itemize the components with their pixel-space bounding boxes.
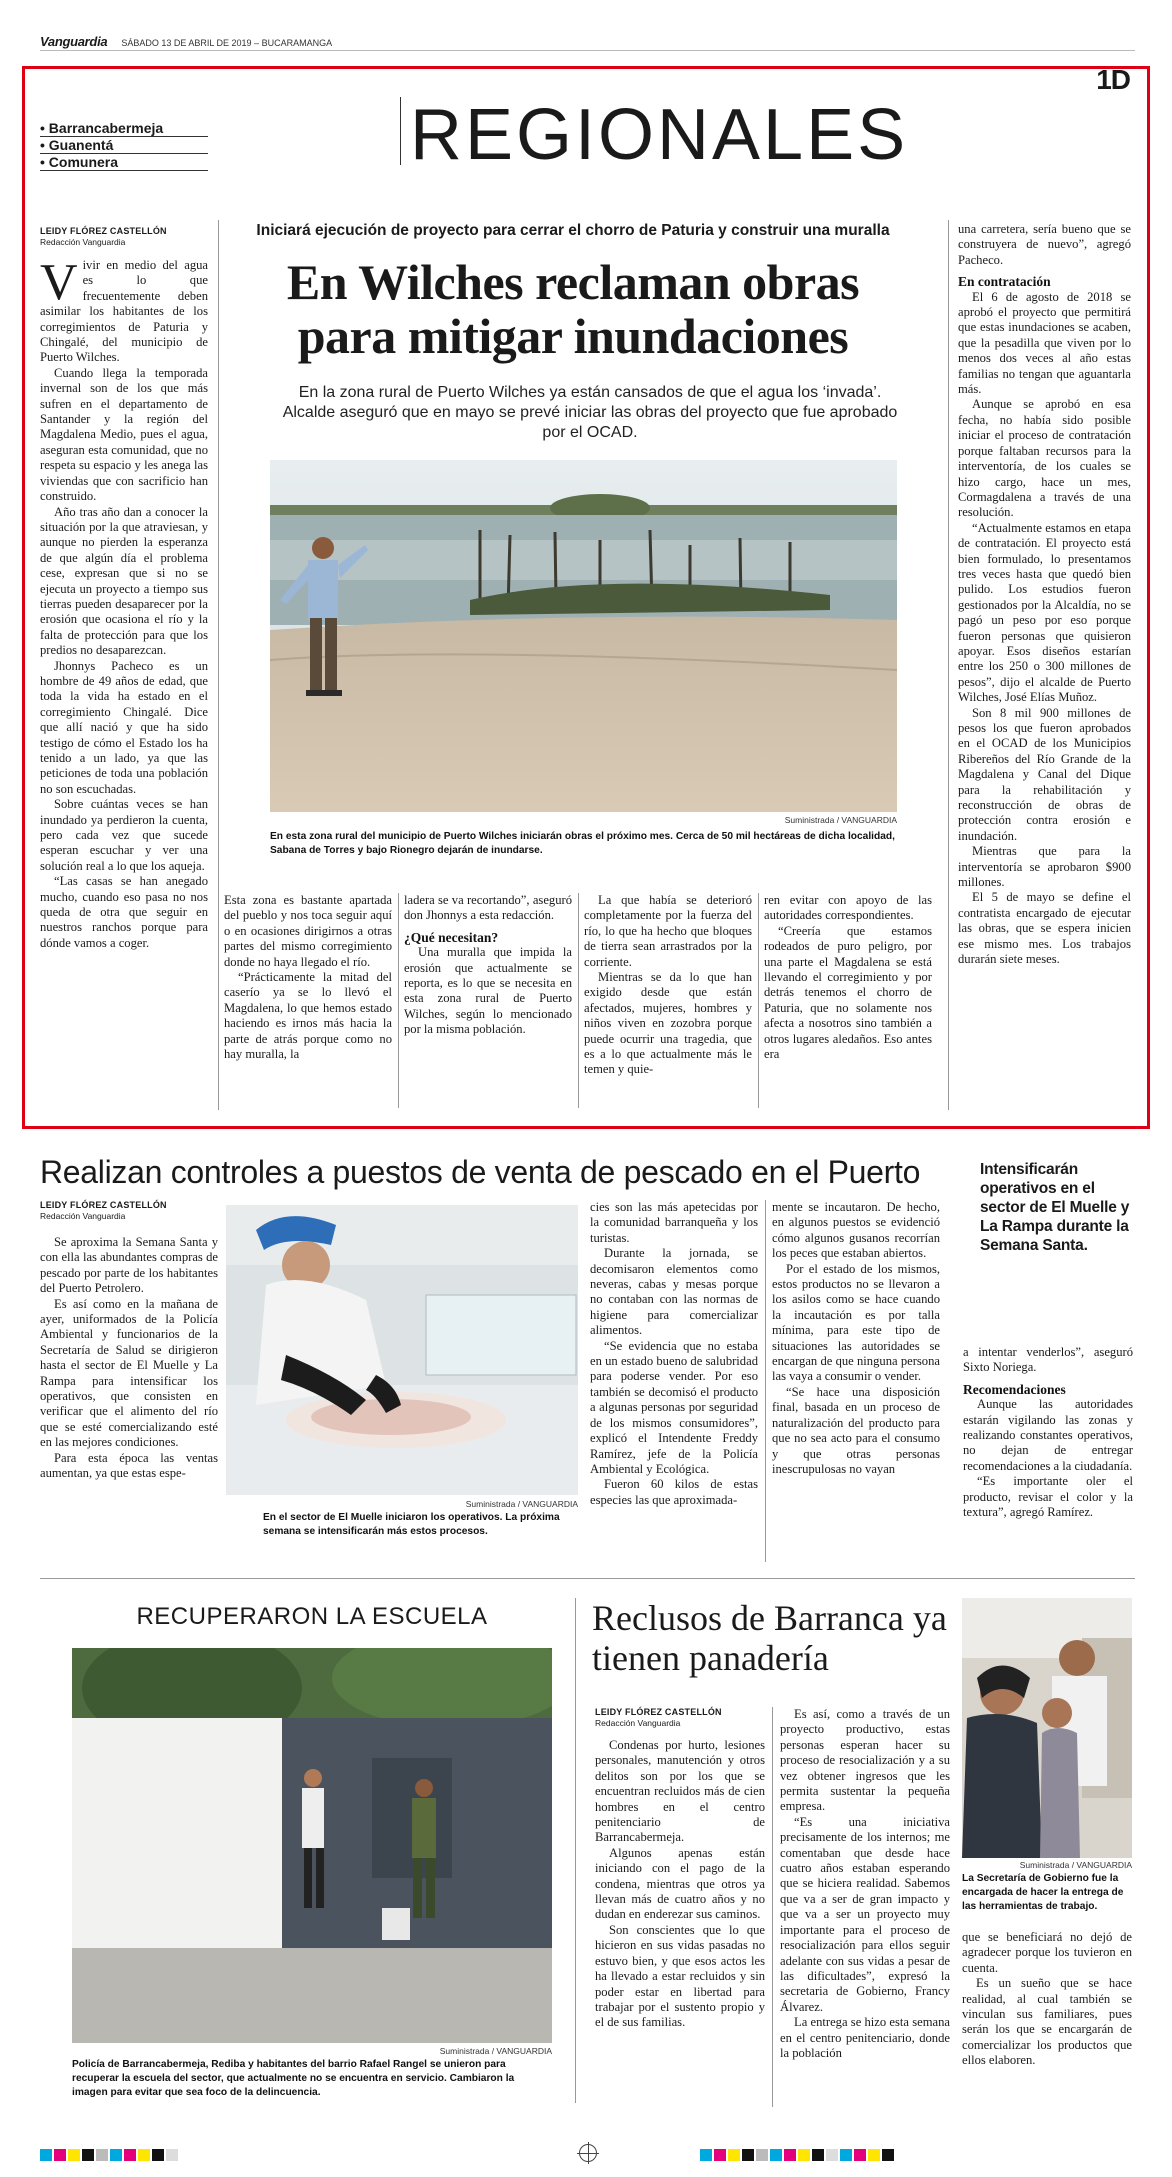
author-desk: Redacción Vanguardia	[40, 237, 126, 247]
article1-col2: Esta zona es bastante apartada del pueblo y nos toca seguir aquí o en ocasiones dirigirnos a otras partes del mismo corregimiento donde no haya llegado el río. “Prácticamente la mitad del caserío ya se lo llevó el Magdalena, lo que hemos estado haciendo es irnos más hacia la parte de atrás porque como no hay muralla, la	[224, 893, 392, 1062]
column-rule	[765, 1200, 766, 1562]
article1-photo	[270, 460, 897, 812]
article1-col6: una carretera, sería bueno que se construyera de nuevo”, agregó Pacheco. En contratación El 6 de agosto de 2018 se aprobó el proyecto que permitirá que estas inundaciones se acaben, que la pesadilla que viven por lo menos dos veces al año estas familias no tengan que aguantarla más. Aunque se aprobó en esa fecha, no había sido posible iniciar el proceso de contratación porque faltaban recursos para la interventoría, de los cuales se hizo cargo, hace un mes, Cormagdalena a través de una resolución. “Actualmente estamos en etapa de contratación. El proyecto está bien formulado, lo presentamos tres veces hasta que quedó bien pulido. Los estudios fueron gestionados por la Alcaldía, no se pagó un peso por eso porque fueron personas que quisieron apoyar. Esos diseños estarían entre los 250 o 300 millones de pesos”, dijo el alcalde de Puerto Wilches, José Elías Muñoz. Son 8 mil 900 millones de pesos los que fueron aprobados en el OCAD de los Municipios Ribereños del Río Grande de la Magdalena y Canal del Dique para la rehabilitación y reconstrucción de obras de protección contra erosión e inundación. Mientras que para la interventoría se aprobaron $900 millones. El 5 de mayo se define el contratista encargado de ejecutar las obras, que se espera inicien ese mismo mes. Los trabajos durarán siete meses.	[958, 222, 1131, 967]
column-rule	[575, 1598, 576, 2103]
article2-pullquote: Intensificarán operativos en el sector de El Muelle y La Rampa durante la Semana Santa.	[980, 1161, 1130, 1254]
author-name: LEIDY FLÓREZ CASTELLÓN	[595, 1707, 722, 1717]
article2-photo	[226, 1205, 578, 1495]
article1-kicker: Iniciará ejecución de proyecto para cerrar el chorro de Paturia y construir una muralla	[256, 222, 890, 239]
article1-byline	[40, 226, 220, 248]
article2-caption: En el sector de El Muelle iniciaron los operativos. La próxima semana se intensificarán más estos procesos.	[263, 1512, 560, 1537]
article1-headline: En Wilches reclaman obras para mitigar inundaciones	[286, 254, 860, 364]
dateline: SÁBADO 13 DE ABRIL DE 2019 – BUCARAMANGA	[121, 38, 333, 48]
brand-logo: Vanguardia	[40, 34, 108, 49]
photo-credit: Suministrada / VANGUARDIA	[465, 1499, 578, 1509]
subheading: En contratación	[958, 274, 1051, 290]
article2-col1: Se aproxima la Semana Santa y con ella las abundantes compras de pescado por parte de los habitantes del Puerto Petrolero. Es así como en la mañana de ayer, uniformados de la Policía Ambiental y funcionarios de la Secretaría de Salud se dirigieron hasta el sector de El Muelle y La Rampa para intensificar los operativos, que consisten en verificar que el alimento del río que se esté comercializando esté en las mejores condiciones. Para esta época las ventas aumentan, ya que estas espe-	[40, 1235, 218, 1481]
article1-col4: La que había se deterioró completamente por la fuerza del río, lo que ha hecho que bloques de tierra sean arrastrados por la corriente. Mientras se da lo que han exigido desde que están afectados, mujeres, hombres y niños viven en zozobra porque puede ocurrir una tragedia, que es a lo que actualmente más le temen y quie-	[584, 893, 752, 1077]
article2-headline: Realizan controles a puestos de venta de pescado en el Puerto	[40, 1154, 921, 1190]
author-name: LEIDY FLÓREZ CASTELLÓN	[40, 1200, 167, 1210]
town-item: • Barrancabermeja	[40, 120, 208, 137]
page-number: 1D	[1096, 64, 1130, 95]
fish-inspection-image	[226, 1205, 578, 1495]
article1-col5: ren evitar con apoyo de las autoridades correspondientes. “Creería que estamos rodeados de puro peligro, por una parte el Magdalena se está llevando el corregimiento y por detrás tenemos el chorro de Paturia, que no solamente nos afecta a nosotros sino también a otros lugares aledaños. Eso antes era	[764, 893, 932, 1062]
article1-deck: En la zona rural de Puerto Wilches ya están cansados de que el agua los ‘invada’. Alcalde aseguró que en mayo se prevé iniciar las obras del proyecto que fue aprobado por el OCAD.	[282, 384, 898, 441]
page-header	[40, 33, 1135, 51]
column-rule	[948, 220, 949, 1110]
section-rule	[40, 1578, 1135, 1579]
author-desk: Redacción Vanguardia	[40, 1211, 126, 1221]
town-item: • Comunera	[40, 154, 208, 171]
column-rule	[772, 1707, 773, 2107]
section-title: REGIONALES	[410, 95, 909, 175]
article4-photo	[962, 1598, 1132, 1858]
article1-col1: Vivir en medio del agua es lo que frecuentemente deben asimilar los habitantes de los corregimientos de Paturia y Chingalé, del municipio de Puerto Wilches. Cuando llega la temporada invernal son de los que más sufren en el departamento de Santander y la región del Magdalena Medio, pues el agua, aseguran esta comunidad, que no respeta su espacio y les anega las viviendas que con sacrificio han construido. Año tras año dan a conocer la situación por la que atraviesan, y aunque no pierden la esperanza de que algún día el problema cese, expresan que si no se ejecuta un proyecto a tiempo sus tierras pueden desaparecer por la erosión que ocasiona el río y la falta de protección para que los predios no desaparezcan. Jhonnys Pacheco es un hombre de 49 años de edad, que toda la vida ha estado en el corregimiento Chingalé. Dice que allí nació y que ha sido testigo de cómo el Estado los ha tenido a un lado, ya que las peticiones de toda una población no son escuchadas. Sobre cuántas veces se han inundado ya perdieron la cuenta, pero cada vez que sucede esperan escuchar y ver una solución real a lo que los aqueja. “Las casas se han anegado mucho, cuando eso pasa no nos queda de otra que seguir en nuestros ranchos porque para dónde vamos a coger.	[40, 258, 208, 950]
school-wall-image	[72, 1648, 552, 2043]
article1-caption: En esta zona rural del municipio de Puerto Wilches iniciarán obras el próximo mes. Cerca de 50 mil hectáreas de dicha localidad, Sabana de Torres y bajo Rionegro dejarán de inundarse.	[270, 831, 895, 856]
article2-col2: cies son las más apetecidas por la comunidad barranqueña y los turistas. Durante la jornada, se decomisaron elementos como neveras, cabas y mesas porque no contaban con las normas de higiene para comercializar alimentos. “Se evidencia que no estaba en un estado bueno de salubridad para poderse vender. Por eso también se decomisó el producto a algunas personas por seguridad de los mismos consumidores”, explicó el Intendente Freddy Ramírez, jefe de la Policía Ambiental y Ecológica. Fueron 60 kilos de estas especies las que aproximada-	[590, 1200, 758, 1507]
article4-byline	[595, 1707, 775, 1729]
author-name: LEIDY FLÓREZ CASTELLÓN	[40, 226, 167, 236]
print-colorbar-left	[40, 2148, 180, 2166]
subheading: ¿Qué necesitan?	[404, 929, 499, 945]
column-rule	[758, 893, 759, 1108]
column-rule	[578, 893, 579, 1108]
photo-credit: Suministrada / VANGUARDIA	[784, 815, 897, 825]
article1-col3: ladera se va recortando”, aseguró don Jhonnys a esta redacción. ¿Qué necesitan? Una muralla que impida la erosión que actualmente se reporta, es lo que se necesita en esta zona rural de Puerto Wilches, según lo mencionado por la misma población.	[404, 893, 572, 1037]
column-rule	[398, 893, 399, 1108]
article3-headline: RECUPERARON LA ESCUELA	[136, 1603, 488, 1630]
photo-credit: Suministrada / VANGUARDIA	[439, 2046, 552, 2056]
article2-byline	[40, 1200, 220, 1222]
article2-col4: a intentar venderlos”, aseguró Sixto Noriega. Recomendaciones Aunque las autoridades estarán vigilando las zonas y realizando constantes operativos, no dejan de entregar recomendaciones a la ciudadanía. “Es importante oler el producto, revisar el color y la textura”, agregó Ramírez.	[963, 1345, 1133, 1520]
dropcap: V	[40, 258, 78, 311]
column-rule	[218, 220, 219, 1110]
subheading: Recomendaciones	[963, 1381, 1066, 1397]
registration-mark-icon	[579, 2144, 597, 2162]
article4-col3: que se beneficiará no dejó de agradecer porque los tuvieron en cuenta. Es un sueño que se hace realidad, al cual también se vinculan sus familiares, pues serán los que se encargarán de comercializar los productos que ellos elaboren.	[962, 1930, 1132, 2068]
article4-col1: Condenas por hurto, lesiones personales, manutención y otros delitos son por los que se encuentran recluidos más de cien hombres en el centro penitenciario de Barrancabermeja. Algunos apenas están iniciando con el pago de la condena, mientras que otros ya llevan más de cuatro años y no dudan en enderezar sus caminos. Son conscientes que lo que hicieron en sus vidas pasadas no estuvo bien, y que esos actos les ha llevado a estar recluidos y sin poder estar en libertad para trabajar por el sustento propio y el de sus familias.	[595, 1738, 765, 2030]
article4-headline: Reclusos de Barranca ya tienen panadería	[592, 1598, 947, 1678]
river-scene-image	[270, 460, 897, 812]
town-item: • Guanentá	[40, 137, 208, 154]
article3-caption: Policía de Barrancabermeja, Rediba y habitantes del barrio Rafael Rangel se unieron para recuperar la escuela del sector, que actualmente no se encuentra en servicio. Cambiaron la imagen para evitar que sea foco de la delincuencia.	[72, 2059, 515, 2098]
photo-credit: Suministrada / VANGUARDIA	[1019, 1860, 1132, 1870]
author-desk: Redacción Vanguardia	[595, 1718, 681, 1728]
article4-caption: La Secretaría de Gobierno fue la encargada de hacer la entrega de las herramientas de trabajo.	[962, 1873, 1124, 1912]
section-divider	[400, 97, 401, 165]
article2-col3: mente se incautaron. De hecho, en algunos puestos se evidenció cómo algunos gusanos recorrían los peces que estaban abiertos. Por el estado de los mismos, estos productos no se llevaron a los asilos como se hace cuando la incautación es por talla mínima, para este tipo de situaciones las autoridades se encargan de que ninguna persona las vaya a consumir o vender. “Se hace una disposición final, basada en un proceso de naturalización del producto para que no sea acto para el consumo y que otras personas inescrupulosas no vayan	[772, 1200, 940, 1476]
article4-col2: Es así, como a través de un proyecto productivo, estas personas esperan hacer su proceso de resocialización y a su vez obtener ingresos que les permita sustentar la pequeña empresa. “Es una iniciativa precisamente de los internos; me comentaban que desde hace cuatro años estaban esperando que se hiciera realidad. Sabemos que va a ser de gran impacto y que va a ser un proyecto muy importante para el proceso de resocialización para ellos seguir adelante con sus vidas a pesar de las dificultades”, expresó la secretaria de Gobierno, Francy Álvarez. La entrega se hizo esta semana en el centro penitenciario, donde la población	[780, 1707, 950, 2060]
article3-photo	[72, 1648, 552, 2043]
bakery-delivery-image	[962, 1598, 1132, 1858]
section-towns	[40, 120, 208, 171]
print-colorbar-right	[700, 2148, 896, 2166]
